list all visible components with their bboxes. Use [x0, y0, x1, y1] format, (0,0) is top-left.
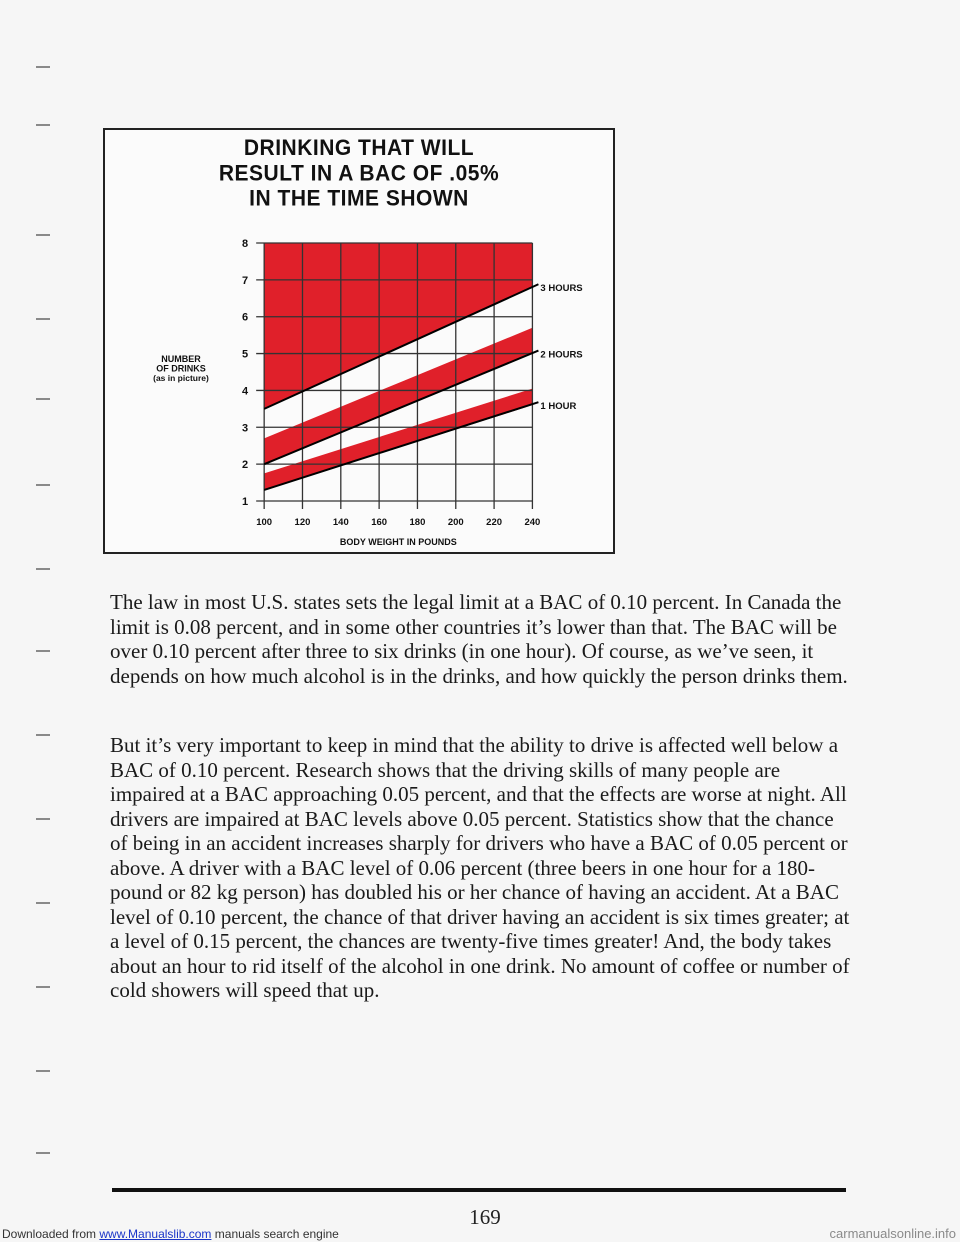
chart-title-line: IN THE TIME SHOWN [249, 186, 469, 211]
margin-mark [36, 734, 50, 736]
x-tick-label: 100 [256, 517, 273, 528]
chart-plot [105, 130, 613, 552]
y-tick-label: 3 [242, 422, 249, 435]
series-label: 1 HOUR [540, 401, 577, 413]
footer [0, 1226, 960, 1242]
margin-mark [36, 1070, 50, 1072]
paragraph-text: The law in most U.S. states sets the legal limit at a BAC of 0.10 percent. In Canada the limit is 0.08 percent, and in some other countries it’s lower than that. The BAC will be over 0.10 percent after three to six drinks (in one hour). Of course, as we’ve seen, it depends on how much alcohol is in the drinks, and how quickly the person drinks them. [110, 590, 848, 688]
margin-mark [36, 986, 50, 988]
margin-mark [36, 650, 50, 652]
margin-mark [36, 318, 50, 320]
chart-title-line: RESULT IN A BAC OF .05% [218, 161, 500, 186]
footer-source [2, 1226, 339, 1242]
margin-mark [36, 568, 50, 570]
x-tick-label: 200 [447, 517, 464, 528]
series-label: 3 HOURS [540, 283, 583, 295]
chart-title-line: DRINKING THAT WILL [243, 136, 475, 161]
y-tick-label: 5 [242, 348, 249, 361]
margin-mark [36, 398, 50, 400]
margin-mark [36, 66, 50, 68]
y-tick-label: 2 [242, 459, 249, 472]
y-tick-label: 1 [242, 496, 249, 508]
x-axis-label: BODY WEIGHT IN POUNDS [339, 537, 457, 547]
margin-mark [36, 1152, 50, 1154]
y-axis-label-line: (as in picture) [153, 373, 209, 383]
x-tick-label: 120 [294, 517, 311, 528]
y-tick-label: 4 [242, 385, 249, 398]
body-paragraph-2 [110, 733, 850, 1003]
x-tick-label: 180 [409, 517, 426, 528]
footer-watermark: carmanualsonline.info [829, 1226, 956, 1241]
x-tick-label: 160 [371, 517, 388, 528]
page-rule [112, 1188, 846, 1192]
margin-mark [36, 124, 50, 126]
footer-suffix: manuals search engine [211, 1227, 339, 1241]
y-tick-label: 6 [242, 311, 249, 324]
x-tick-label: 140 [332, 517, 349, 528]
paragraph-text: But it’s very important to keep in mind that the ability to drive is affected well below a BAC of 0.10 percent. Research shows that the driving skills of many people are impaired at a BAC approaching 0.05 percent, and that the effects are worse at night. All drivers are impaired at BAC levels above 0.05 percent. Statistics show that the chance of being in an accident increases sharply for drivers who have a BAC of 0.05 percent or above. A driver with a BAC level of 0.06 percent (three beers in one hour for a 180-pound or 82 kg person) has doubled his or her chance of having an accident. At a BAC level of 0.10 percent, the chance of that driver having an accident is six times greater; at a level of 0.15 percent, the chances are twenty-five times greater! And, the body takes about an hour to rid itself of the alcohol in one drink. No amount of coffee or number of cold showers will speed that up. [110, 733, 850, 1002]
bac-chart-figure [103, 128, 615, 554]
body-paragraph-1 [110, 590, 850, 688]
manualslib-link[interactable]: www.Manualslib.com [99, 1227, 212, 1241]
margin-mark [36, 484, 50, 486]
x-tick-label: 240 [524, 517, 541, 528]
y-axis-label-line: OF DRINKS [156, 363, 206, 374]
y-tick-label: 7 [242, 274, 249, 287]
series-label: 2 HOURS [540, 349, 583, 361]
footer-prefix: Downloaded from [2, 1227, 100, 1241]
margin-mark [36, 234, 50, 236]
page-number: 169 [469, 1205, 501, 1229]
margin-mark [36, 818, 50, 820]
y-axis-label-line: NUMBER [161, 354, 201, 364]
margin-mark [36, 902, 50, 904]
x-tick-label: 220 [486, 517, 503, 528]
y-tick-label: 8 [242, 238, 249, 250]
